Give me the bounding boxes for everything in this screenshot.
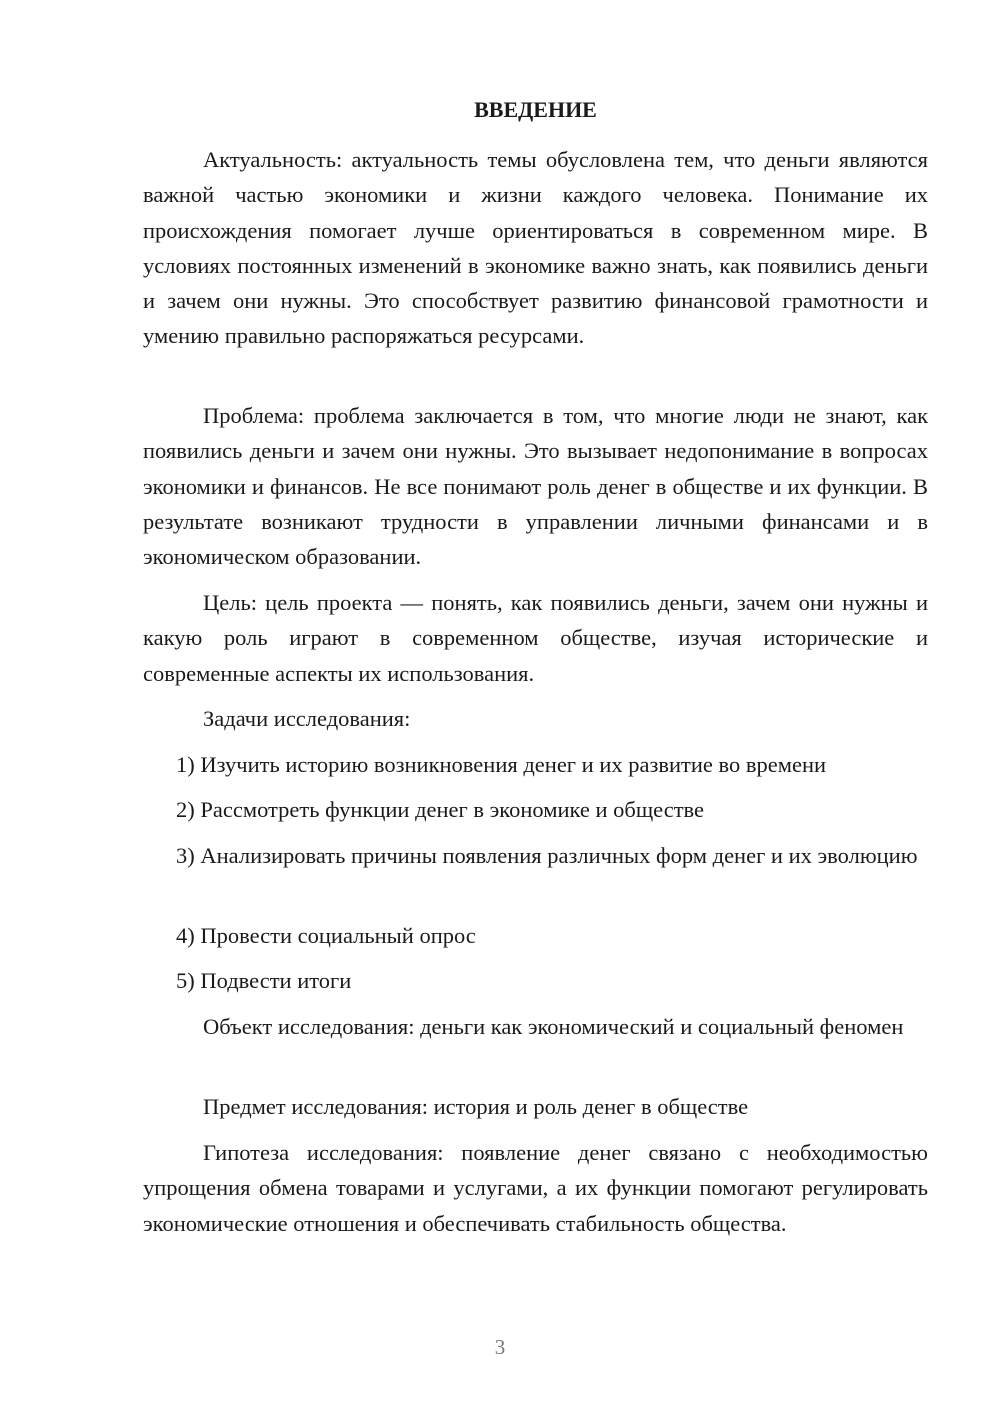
list-item: 1) Изучить историю возникновения денег и их развитие во времени — [176, 752, 827, 777]
list-item: 5) Подвести итоги — [176, 968, 352, 993]
list-item: 3) Анализировать причины появления различных форм денег и их эволюцию — [176, 843, 918, 868]
paragraph-problem: Проблема: проблема заключается в том, что многие люди не знают, как появились деньги и зачем они нужны. Это вызывает недопонимание в вопросах экономики и финансов. Не все понимают роль денег в обществе и их функции. В результате возникают трудности в управлении личными финансами и в экономическом образовании. — [143, 403, 928, 570]
paragraph-goal: Цель: цель проекта — понять, как появились деньги, зачем они нужны и какую роль играют в современном обществе, изучая исторические и современные аспекты их использования. — [143, 590, 928, 686]
list-item: 4) Провести социальный опрос — [176, 923, 476, 948]
paragraph-subject: Предмет исследования: история и роль денег в обществе — [203, 1094, 749, 1119]
tasks-heading: Задачи исследования: — [203, 706, 411, 731]
page-number: 3 — [494, 1335, 506, 1359]
paragraph-relevance: Актуальность: актуальность темы обусловлена тем, что деньги являются важной частью экономики и жизни каждого человека. Понимание их происхождения помогает лучше ориентироваться в современном мире. В условиях постоянных изменений в экономике важно знать, как появились деньги и зачем они нужны. Это способствует развитию финансовой грамотности и умению правильно распоряжаться ресурсами. — [143, 147, 928, 349]
list-item: 2) Рассмотреть функции денег в экономике и обществе — [176, 797, 705, 822]
paragraph-object: Объект исследования: деньги как экономический и социальный феномен — [203, 1014, 904, 1039]
page-title: ВВЕДЕНИЕ — [474, 97, 597, 122]
paragraph-hypothesis: Гипотеза исследования: появление денег связано с необходимостью упрощения обмена товарами и услугами, а их функции помогают регулировать экономические отношения и обеспечивать стабильность общества. — [143, 1140, 928, 1236]
